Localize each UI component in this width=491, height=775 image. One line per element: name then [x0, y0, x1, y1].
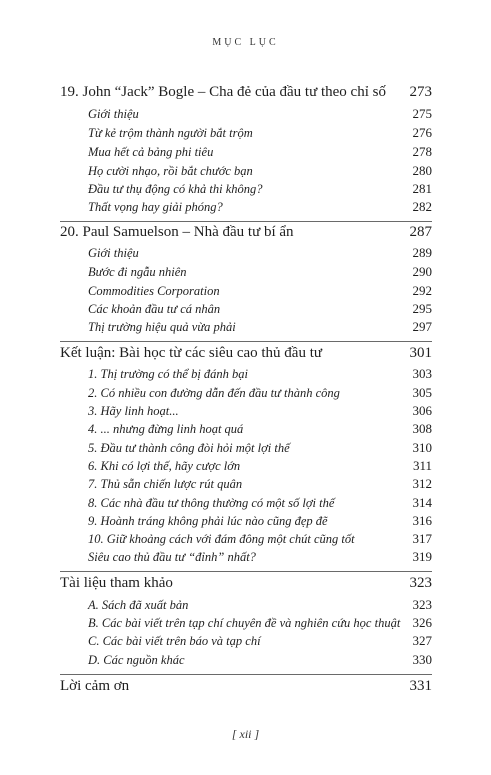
toc-section[interactable]: [88, 615, 432, 631]
chapter-page-number: 287: [409, 224, 432, 240]
section-title: Mua hết cả bảng phi tiêu: [88, 145, 214, 159]
toc-section[interactable]: [88, 421, 432, 437]
section-title: 2. Có nhiều con đường dẫn đến đầu tư thành công: [88, 386, 340, 400]
section-page-number: 276: [412, 125, 432, 140]
toc-section[interactable]: [88, 513, 432, 529]
section-title: Giới thiệu: [88, 107, 139, 121]
section-page-number: 316: [412, 513, 432, 528]
toc-chapter-19[interactable]: [60, 84, 432, 101]
toc-section[interactable]: [88, 495, 432, 511]
section-title: Giới thiệu: [88, 246, 139, 260]
page-folio: [ xii ]: [231, 727, 260, 741]
section-page-number: 310: [412, 440, 432, 455]
toc-section[interactable]: [88, 458, 432, 474]
section-title: 9. Hoành tráng không phải lúc nào cũng đẹp đẽ: [88, 514, 328, 528]
toc-section[interactable]: [88, 597, 432, 613]
section-page-number: 295: [412, 301, 432, 316]
section-page-number: 314: [412, 495, 432, 510]
toc-section[interactable]: [88, 199, 432, 215]
chapter-page-number: 323: [409, 575, 432, 591]
section-page-number: 280: [412, 163, 432, 178]
section-page-number: 317: [412, 531, 432, 546]
toc-section[interactable]: [88, 633, 432, 649]
section-title: C. Các bài viết trên báo và tạp chí: [88, 634, 261, 648]
toc-chapter-conclusion[interactable]: [60, 345, 432, 362]
section-title: Thất vọng hay giải phóng?: [88, 200, 223, 214]
toc-section[interactable]: [88, 385, 432, 401]
section-title: Bước đi ngẫu nhiên: [88, 265, 187, 279]
section-page-number: 308: [412, 421, 432, 436]
toc-section[interactable]: [88, 144, 432, 160]
section-title: A. Sách đã xuất bản: [88, 598, 189, 612]
section-divider: [60, 341, 432, 342]
section-title: 1. Thị trường có thể bị đánh bại: [88, 367, 249, 381]
toc-section[interactable]: [88, 283, 432, 299]
toc-section[interactable]: [88, 301, 432, 317]
section-title: 3. Hãy linh hoạt...: [88, 404, 179, 418]
section-page-number: 290: [412, 264, 432, 279]
section-page-number: 306: [412, 403, 432, 418]
section-title: 8. Các nhà đầu tư thông thường có một số lợi thế: [88, 496, 335, 510]
toc-section[interactable]: [88, 319, 432, 335]
section-title: Họ cười nhạo, rồi bắt chước bạn: [88, 164, 253, 178]
section-divider: [60, 674, 432, 675]
section-page-number: 311: [412, 458, 432, 473]
toc-section[interactable]: [88, 440, 432, 456]
chapter-title: 20. Paul Samuelson – Nhà đầu tư bí ẩn: [60, 224, 294, 240]
section-divider: [60, 571, 432, 572]
section-page-number: 330: [412, 652, 432, 667]
section-title: D. Các nguồn khác: [88, 653, 185, 667]
section-title: 5. Đầu tư thành công đòi hỏi một lợi thế: [88, 441, 290, 455]
toc-section[interactable]: [88, 181, 432, 197]
section-title: B. Các bài viết trên tạp chí chuyên đề và nghiên cứu học thuật: [88, 616, 401, 630]
section-title: 10. Giữ khoảng cách với đám đông một chút cũng tốt: [88, 532, 355, 546]
toc-section[interactable]: [88, 531, 432, 547]
chapter-title: Kết luận: Bài học từ các siêu cao thủ đầu tư: [60, 345, 323, 361]
toc-section[interactable]: [88, 476, 432, 492]
section-page-number: 281: [412, 181, 432, 196]
section-page-number: 297: [412, 319, 432, 334]
toc-chapter-acknowledgements[interactable]: [60, 678, 432, 695]
section-divider: [60, 221, 432, 222]
toc-section[interactable]: [88, 264, 432, 280]
section-page-number: 319: [412, 549, 432, 564]
chapter-page-number: 301: [409, 345, 432, 361]
toc-section[interactable]: [88, 549, 432, 565]
toc-section[interactable]: [88, 652, 432, 668]
chapter-title: 19. John “Jack” Bogle – Cha đẻ của đầu tư theo chỉ số: [60, 84, 386, 100]
section-page-number: 323: [412, 597, 432, 612]
toc-section[interactable]: [88, 163, 432, 179]
section-title: Thị trường hiệu quả vừa phải: [88, 320, 236, 334]
chapter-page-number: 273: [409, 84, 432, 100]
toc-section[interactable]: [88, 125, 432, 141]
section-title: Đầu tư thụ động có khả thi không?: [88, 182, 263, 196]
section-page-number: 289: [412, 245, 432, 260]
section-page-number: 327: [412, 633, 432, 648]
section-title: Từ kẻ trộm thành người bắt trộm: [88, 126, 253, 140]
section-title: Commodities Corporation: [88, 284, 220, 298]
section-page-number: 326: [412, 615, 432, 630]
section-page-number: 305: [412, 385, 432, 400]
toc-section[interactable]: [88, 245, 432, 261]
chapter-title: Lời cảm ơn: [60, 678, 130, 694]
toc-chapter-references[interactable]: [60, 575, 432, 592]
section-title: 7. Thủ sẵn chiến lược rút quân: [88, 477, 243, 491]
toc-section[interactable]: [88, 366, 432, 382]
section-title: Siêu cao thủ đầu tư “đỉnh” nhất?: [88, 550, 256, 564]
running-head: MỤC LỤC: [212, 37, 279, 48]
section-title: 6. Khi có lợi thế, hãy cược lớn: [88, 459, 241, 473]
section-page-number: 303: [412, 366, 432, 381]
chapter-title: Tài liệu tham khảo: [60, 575, 173, 591]
section-page-number: 275: [412, 106, 432, 121]
section-page-number: 292: [412, 283, 432, 298]
section-title: Các khoản đầu tư cá nhân: [88, 302, 221, 316]
toc-chapter-20[interactable]: [60, 224, 432, 241]
toc-section[interactable]: [88, 106, 432, 122]
section-title: 4. ... nhưng đừng linh hoạt quá: [88, 422, 244, 436]
section-page-number: 278: [412, 144, 432, 159]
section-page-number: 282: [412, 199, 432, 214]
toc-section[interactable]: [88, 403, 432, 419]
chapter-page-number: 331: [409, 678, 432, 694]
section-page-number: 312: [412, 476, 432, 491]
